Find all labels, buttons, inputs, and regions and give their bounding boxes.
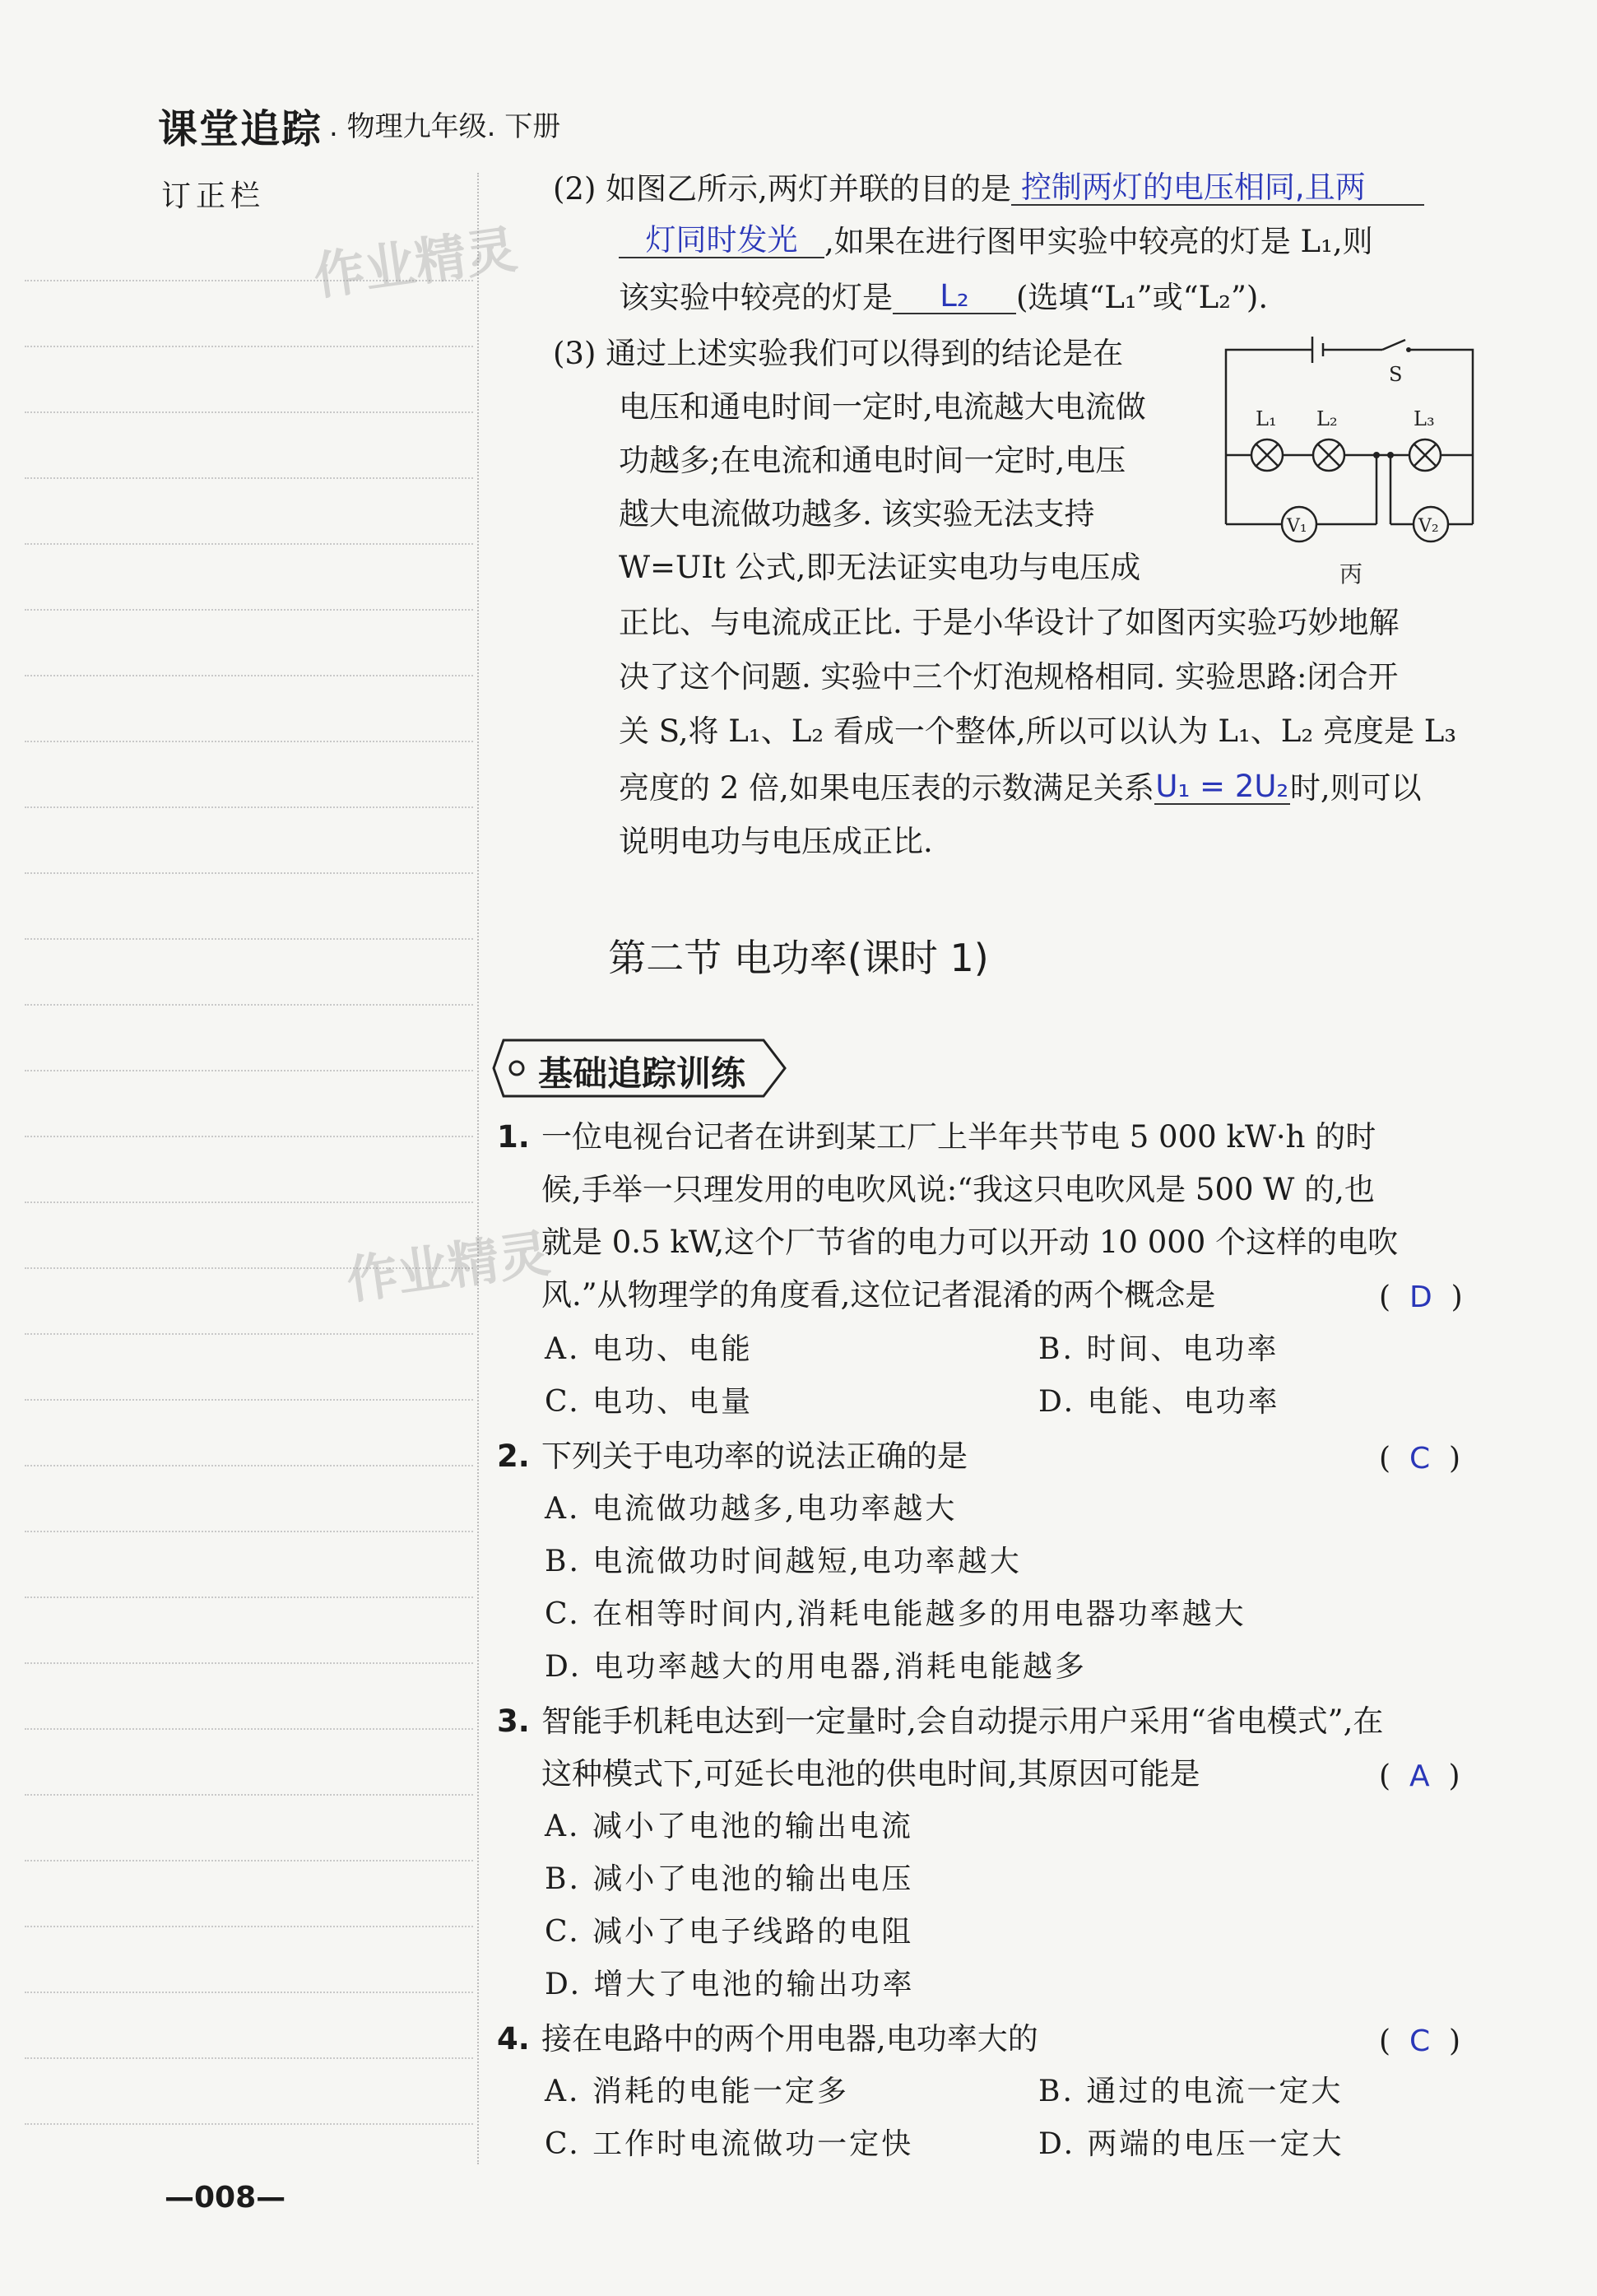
question-text: 下列关于电功率的说法正确的是 (541, 1438, 968, 1474)
q3-line: 电压和通电时间一定时,电流越大电流做 (619, 389, 1146, 425)
q3-line-with-blank: 亮度的 2 倍,如果电压表的示数满足关系U₁ = 2U₂时,则可以 (619, 769, 1422, 806)
sidebar-title: 订正栏 (161, 179, 266, 213)
option[interactable]: C. 电功、电量 (545, 1385, 754, 1419)
watermark: 作业精灵 (309, 219, 521, 307)
correction-sidebar[interactable] (25, 214, 473, 2164)
question-text: 这种模式下,可延长电池的供电时间,其原因可能是 (541, 1756, 1200, 1792)
lamp-label: L₂ (1316, 407, 1338, 430)
circuit-diagram (1218, 333, 1481, 605)
q3-line: W=UIt 公式,即无法证实电功与电压成 (619, 550, 1141, 585)
page-number: —008— (165, 2181, 286, 2215)
question-number: 2. (497, 1438, 530, 1474)
question-number: 1. (497, 1119, 530, 1155)
q2-line1: (2) 如图乙所示,两灯并联的目的是 控制两灯的电压相同,且两 (553, 171, 1424, 206)
option[interactable]: B. 通过的电流一定大 (1038, 2075, 1344, 2108)
q2-answer-blank-1b[interactable]: 灯同时发光 (619, 224, 824, 258)
question-text: 智能手机耗电达到一定量时,会自动提示用户采用“省电模式”,在 (541, 1703, 1384, 1739)
question-text: 风.”从物理学的角度看,这位记者混淆的两个概念是 (541, 1277, 1216, 1313)
switch-label: S (1389, 363, 1403, 386)
header-subtitle: . 物理九年级. 下册 (329, 110, 561, 143)
option[interactable]: A. 电流做功越多,电功率越大 (545, 1492, 958, 1526)
answer-box[interactable]: ( C ) (1379, 1442, 1461, 1476)
question-number: 4. (497, 2021, 530, 2057)
option[interactable]: D. 电功率越大的用电器,消耗电能越多 (545, 1650, 1087, 1684)
option[interactable]: A. 消耗的电能一定多 (545, 2075, 849, 2108)
q2-line2: 灯同时发光 ,如果在进行图甲实验中较亮的灯是 L₁,则 (619, 224, 1373, 258)
option[interactable]: B. 减小了电池的输出电压 (545, 1862, 914, 1896)
option[interactable]: B. 电流做功时间越短,电功率越大 (545, 1545, 1022, 1578)
answer-letter: A (1409, 1759, 1430, 1793)
q3-line: 关 S,将 L₁、L₂ 看成一个整体,所以可以认为 L₁、L₂ 亮度是 L₃ (619, 713, 1457, 749)
option[interactable]: D. 电能、电功率 (1038, 1385, 1280, 1419)
answer-box[interactable]: ( C ) (1379, 2024, 1461, 2058)
q3-line: 正比、与电流成正比. 于是小华设计了如图丙实验巧妙地解 (619, 605, 1400, 640)
meter-label: V₁ (1287, 516, 1307, 537)
lamp-label: L₃ (1414, 407, 1435, 430)
option[interactable]: A. 电功、电能 (545, 1332, 753, 1366)
section-title: 第二节 电功率(课时 1) (608, 936, 989, 980)
q2-answer-blank-1a[interactable]: 控制两灯的电压相同,且两 (1011, 171, 1424, 206)
q3-line: 越大电流做功越多. 该实验无法支持 (619, 496, 1095, 532)
option[interactable]: D. 增大了电池的输出功率 (545, 1968, 915, 2001)
option[interactable]: B. 时间、电功率 (1038, 1332, 1279, 1366)
q2-line3: 该实验中较亮的灯是 L₂ (选填“L₁”或“L₂”). (619, 278, 1269, 315)
header-brand: 课堂追踪 (158, 106, 323, 152)
answer-box[interactable]: ( A ) (1379, 1759, 1460, 1793)
question-text: 一位电视台记者在讲到某工厂上半年共节电 5 000 kW·h 的时 (541, 1119, 1376, 1155)
meter-label: V₂ (1418, 516, 1439, 537)
q2-answer-blank-2[interactable]: L₂ (893, 280, 1016, 314)
watermark: 作业精灵 (342, 1223, 554, 1311)
option[interactable]: A. 减小了电池的输出电流 (545, 1810, 913, 1843)
q3-line: 功越多;在电流和通电时间一定时,电压 (619, 443, 1126, 478)
question-number: 3. (497, 1703, 530, 1739)
option[interactable]: C. 在相等时间内,消耗电能越多的用电器功率越大 (545, 1597, 1246, 1631)
option[interactable]: C. 减小了电子线路的电阻 (545, 1915, 914, 1949)
answer-letter: C (1409, 2024, 1431, 2058)
question-text: 就是 0.5 kW,这个厂节省的电力可以开动 10 000 个这样的电吹 (541, 1225, 1399, 1260)
option[interactable]: C. 工作时电流做功一定快 (545, 2127, 914, 2161)
answer-letter: D (1409, 1280, 1432, 1314)
question-text: 接在电路中的两个用电器,电功率大的 (541, 2021, 1038, 2057)
q3-line: 决了这个问题. 实验中三个灯泡规格相同. 实验思路:闭合开 (619, 659, 1399, 695)
question-text: 候,手举一只理发用的电吹风说:“我这只电吹风是 500 W 的,也 (541, 1172, 1375, 1207)
section-tag-label: 基础追踪训练 (538, 1053, 746, 1094)
q3-line: (3) 通过上述实验我们可以得到的结论是在 (553, 336, 1124, 371)
option[interactable]: D. 两端的电压一定大 (1038, 2127, 1344, 2161)
answer-letter: C (1409, 1442, 1431, 1476)
sidebar-divider (477, 173, 479, 2164)
lamp-label: L₁ (1256, 407, 1277, 430)
q3-answer-blank[interactable]: U₁ = 2U₂ (1155, 769, 1289, 804)
diagram-caption: 丙 (1339, 560, 1363, 588)
q3-line: 说明电功与电压成正比. (619, 824, 933, 859)
answer-box[interactable]: ( D ) (1379, 1280, 1463, 1314)
